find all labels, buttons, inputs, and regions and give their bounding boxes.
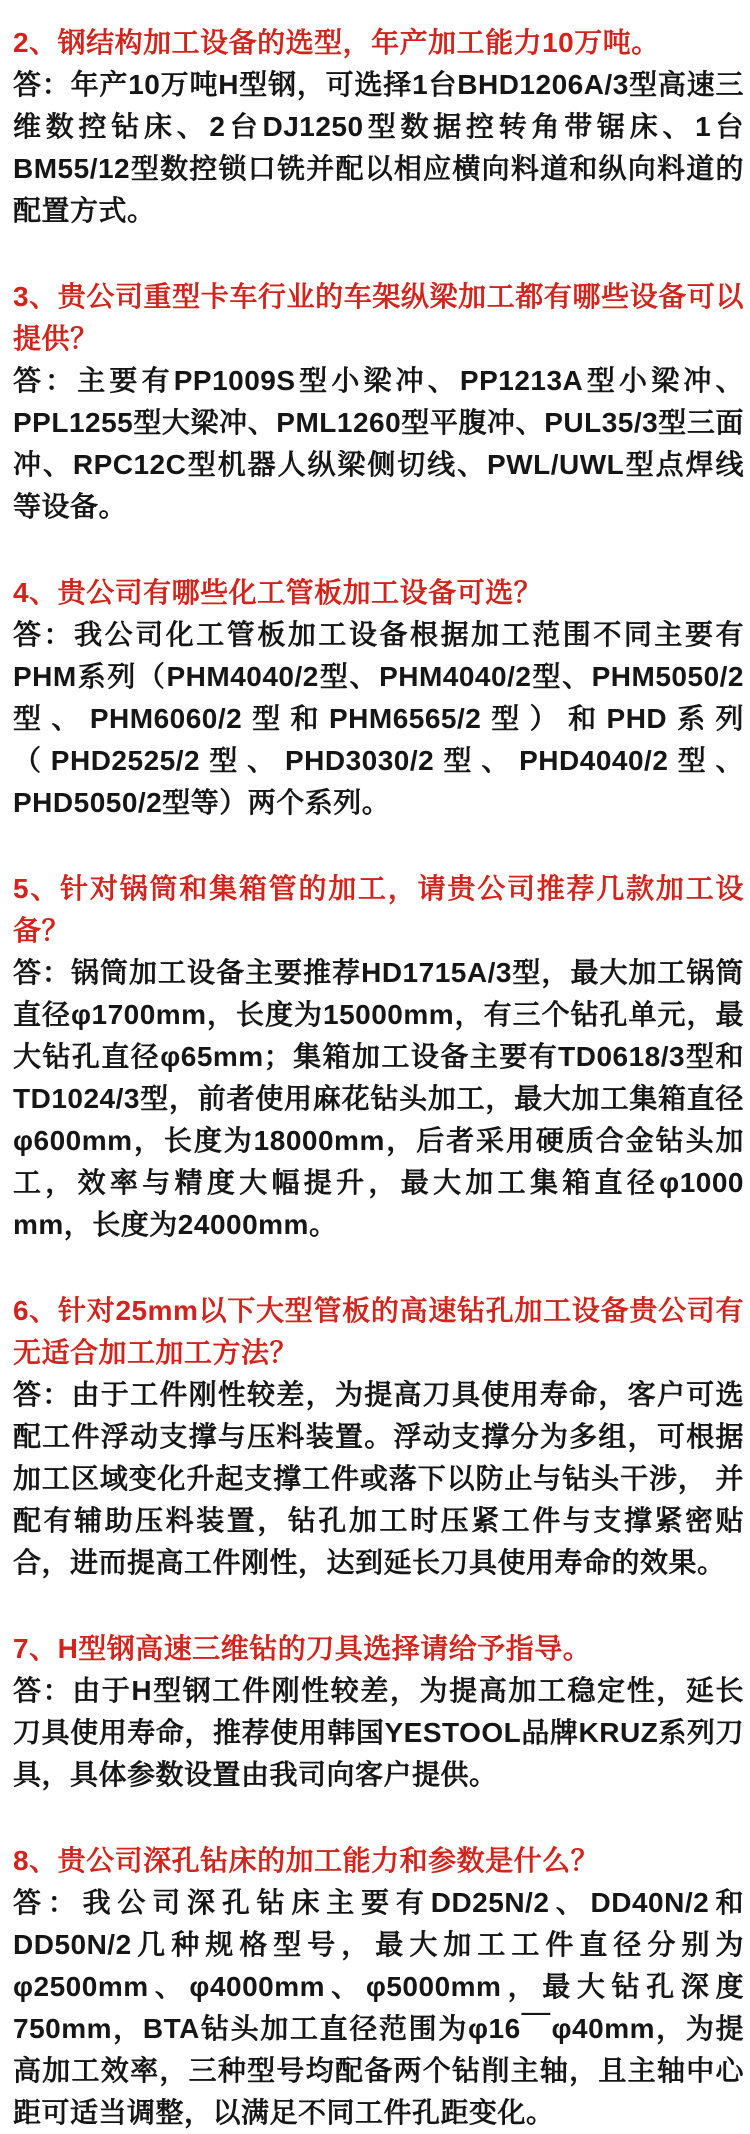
answer-text: 答：主要有PP1009S型小梁冲、PP1213A型小梁冲、PPL1255型大梁冲、PML1260型平腹冲、PUL35/3型三面冲、RPC12C型机器人纵梁侧切线、PWL/UWL型点焊线等设备。 xyxy=(13,365,744,522)
qa-item xyxy=(13,868,744,1246)
qa-item xyxy=(13,1628,744,1796)
answer-text: 答：锅筒加工设备主要推荐HD1715A/3型，最大加工锅筒直径φ1700mm，长度为15000mm，有三个钻孔单元，最大钻孔直径φ65mm；集箱加工设备主要有TD0618/3型和TD1024/3型，前者使用麻花钻头加工，最大加工集箱直径φ600mm，长度为18000mm，后者采用硬质合金钻头加工，效率与精度大幅提升，最大加工集箱直径φ1000 mm，长度为24000mm。 xyxy=(13,957,744,1240)
question-text: 8、贵公司深孔钻床的加工能力和参数是什么？ xyxy=(13,1845,600,1876)
qa-item xyxy=(13,1290,744,1584)
answer-text: 答：年产10万吨H型钢，可选择1台BHD1206A/3型高速三维数控钻床、2台DJ1250型数据控转角带锯床、1台BM55/12型数控锁口铣并配以相应横向料道和纵向料道的配置方式。 xyxy=(13,69,744,226)
qa-item xyxy=(13,1840,744,2134)
question-text: 6、针对25mm以下大型管板的高速钻孔加工设备贵公司有无适合加工加工方法？ xyxy=(13,1295,744,1368)
question-text: 2、钢结构加工设备的选型，年产加工能力10万吨。 xyxy=(13,27,660,58)
question-text: 4、贵公司有哪些化工管板加工设备可选？ xyxy=(13,577,543,608)
qa-item xyxy=(13,276,744,528)
question-text: 7、H型钢高速三维钻的刀具选择请给予指导。 xyxy=(13,1633,592,1664)
answer-text: 答：由于H型钢工件刚性较差，为提高加工稳定性，延长刀具使用寿命，推荐使用韩国YESTOOL品牌KRUZ系列刀具，具体参数设置由我司向客户提供。 xyxy=(13,1675,744,1790)
question-text: 5、针对锅筒和集箱管的加工，请贵公司推荐几款加工设备？ xyxy=(13,873,744,946)
qa-item xyxy=(13,22,744,232)
question-text: 3、贵公司重型卡车行业的车架纵梁加工都有哪些设备可以提供？ xyxy=(13,281,744,354)
qa-item xyxy=(13,572,744,824)
answer-text: 答：我公司深孔钻床主要有DD25N/2、DD40N/2和DD50N/2几种规格型号，最大加工工件直径分别为φ2500mm、φ4000mm、φ5000mm，最大钻孔深度750mm，BTA钻头加工直径范围为φ16￣φ40mm，为提高加工效率，三种型号均配备两个钻削主轴，且主轴中心距可适当调整，以满足不同工件孔距变化。 xyxy=(13,1887,744,2128)
answer-text: 答：我公司化工管板加工设备根据加工范围不同主要有PHM系列（PHM4040/2型、PHM4040/2型、PHM5050/2型、PHM6060/2型和PHM6565/2型）和PHD系列（PHD2525/2型、PHD3030/2型、PHD4040/2型、PHD5050/2型等）两个系列。 xyxy=(13,619,744,818)
answer-text: 答：由于工件刚性较差，为提高刀具使用寿命，客户可选配工件浮动支撑与压料装置。浮动支撑分为多组，可根据加工区域变化升起支撑工件或落下以防止与钻头干涉， 并配有辅助压料装置，钻孔加工时压紧工件与支撑紧密贴合，进而提高工件刚性，达到延长刀具使用寿命的效果。 xyxy=(13,1379,744,1578)
